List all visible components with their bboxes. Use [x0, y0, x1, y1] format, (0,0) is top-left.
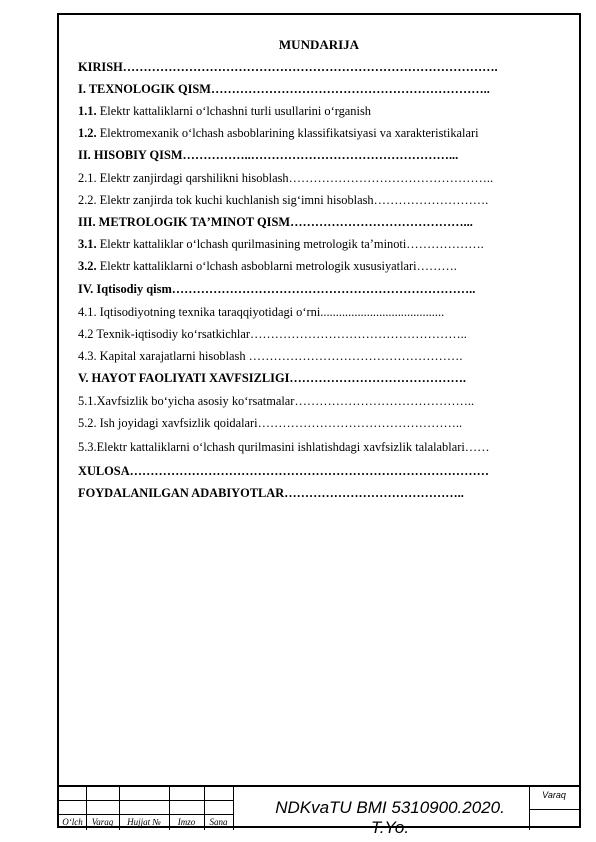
- toc-entry-leader: ……………………………………………………………………………: [129, 464, 489, 478]
- toc-entry: [78, 147, 458, 163]
- toc-entry: [78, 125, 479, 141]
- toc-entry: [78, 370, 466, 386]
- toc-entry-number: IV. Iqtisodiy qism: [78, 282, 172, 296]
- toc-entry-number: 3.2.: [78, 259, 97, 273]
- toc-entry-title: 2.1. Elektr zanjirdagi qarshilikni hisoblash: [78, 171, 289, 185]
- toc-entry-leader: …………………………………………..: [288, 171, 494, 185]
- document-number: NDKvaTU BMI 5310900.2020. T.Yo.: [275, 798, 505, 837]
- toc-entry-leader: ……………………….: [373, 193, 489, 207]
- toc-entry-title: 2.2. Elektr zanjirda tok kuchi kuchlanish sigʻimni hisoblash: [78, 193, 374, 207]
- toc-entry-leader: ……….: [416, 259, 457, 273]
- toc-entry: [78, 463, 489, 479]
- toc-entry-leader: ……………………………………...: [290, 215, 473, 229]
- toc-entry-leader: ........................................: [320, 305, 445, 319]
- toc-entry-leader: …………………………………………….: [245, 349, 463, 363]
- stamp-label-sana: Sana: [209, 817, 228, 827]
- toc-entry-number: 1.1.: [78, 104, 97, 118]
- stamp-divider: [233, 787, 234, 830]
- toc-entry-leader: ………………………………………………………………..: [171, 282, 476, 296]
- toc-entry-title: Elektr kattaliklar oʻlchash qurilmasining metrologik taʼminoti: [96, 237, 407, 251]
- toc-entry-title: Elektromexanik oʻlchash asboblarining klassifikatsiyasi va xarakteristikalari: [96, 126, 479, 140]
- toc-entry-leader: ……………….: [406, 237, 484, 251]
- toc-entry-leader: …………………………………………………………..: [211, 82, 490, 96]
- toc-entry: [78, 348, 462, 364]
- toc-entry: [78, 170, 493, 186]
- stamp-row-line: [59, 814, 233, 815]
- toc-entry-number: XULOSA: [78, 464, 130, 478]
- toc-entry-title: Elektr kattaliklarni oʻlchash asboblarni metrologik xususiyatlari: [96, 259, 417, 273]
- toc-entry-leader: …………………………………….: [289, 371, 466, 385]
- toc-entry: [78, 326, 467, 342]
- toc-entry-leader: …………………………………………..: [257, 416, 463, 430]
- stamp-label-imzo: Imzo: [177, 817, 196, 827]
- toc-entry-leader: ……………………………………………………………………………….: [122, 60, 498, 74]
- toc-entry: [78, 485, 464, 501]
- toc-entry: [78, 214, 473, 230]
- toc-entry-number: KIRISH: [78, 60, 123, 74]
- toc-entry-leader: ……………………………………..: [284, 486, 464, 500]
- toc-entry-title: 4.2 Texnik-iqtisodiy koʻrsatkichlar: [78, 327, 250, 341]
- toc-entry: [78, 439, 490, 455]
- toc-entry: [78, 192, 488, 208]
- toc-entry-title: 5.1.Xavfsizlik boʻyicha asosiy koʻrsatmalar: [78, 394, 295, 408]
- toc-entry-leader: ……………………………………..: [294, 394, 475, 408]
- toc-entry-title: 4.3. Kapital xarajatlarni hisoblash: [78, 349, 246, 363]
- toc-entry-leader: ……………………………………………..: [250, 327, 467, 341]
- toc-entry-number: FOYDALANILGAN ADABIYOTLAR: [78, 486, 285, 500]
- toc-entry: [78, 59, 498, 75]
- stamp-row-line: [529, 809, 579, 810]
- stamp-label-hujjat: Hujjat №: [127, 817, 161, 827]
- toc-entry-number: V. HAYOT FAOLIYATI XAVFSIZLIGI: [78, 371, 290, 385]
- toc-entry: [78, 393, 474, 409]
- sheet-label: Varaq: [542, 790, 566, 800]
- toc-entry: [78, 415, 462, 431]
- toc-entry-title: Elektr kattaliklarni oʻlchashni turli usullarini oʻrganish: [96, 104, 371, 118]
- toc-entry-number: 1.2.: [78, 126, 97, 140]
- toc-title: MUNDARIJA: [278, 37, 360, 52]
- toc-entry-title: 5.2. Ish joyidagi xavfsizlik qoidalari: [78, 416, 258, 430]
- stamp-label-olch: Oʻlch: [62, 817, 83, 827]
- toc-entry: [78, 258, 457, 274]
- toc-entry: [78, 236, 484, 252]
- toc-entry-title: 4.1. Iqtisodiyotning texnika taraqqiyotidagi oʻrni: [78, 305, 321, 319]
- stamp-row-line: [59, 800, 233, 801]
- toc-entry-number: 3.1.: [78, 237, 97, 251]
- toc-entry: [78, 281, 475, 297]
- toc-entry-leader: ……: [464, 440, 490, 454]
- toc-entry-title: 5.3.Elektr kattaliklarni oʻlchash qurilmasini ishlatishdagi xavfsizlik talalablari: [78, 440, 465, 454]
- stamp-label-varaq: Varaq: [91, 817, 114, 827]
- toc-entry-number: III. METROLOGIK TAʼMINOT QISM: [78, 215, 291, 229]
- toc-entry-number: II. HISOBIY QISM: [78, 148, 183, 162]
- toc-entry: [78, 304, 444, 320]
- toc-entry-number: I. TEXNOLOGIK QISM: [78, 82, 211, 96]
- toc-entry: [78, 103, 371, 119]
- title-block: [59, 785, 579, 837]
- toc-entry-leader: ……………..…………………………………………...: [182, 148, 459, 162]
- page-frame: [57, 13, 581, 837]
- toc-entry: [78, 81, 490, 97]
